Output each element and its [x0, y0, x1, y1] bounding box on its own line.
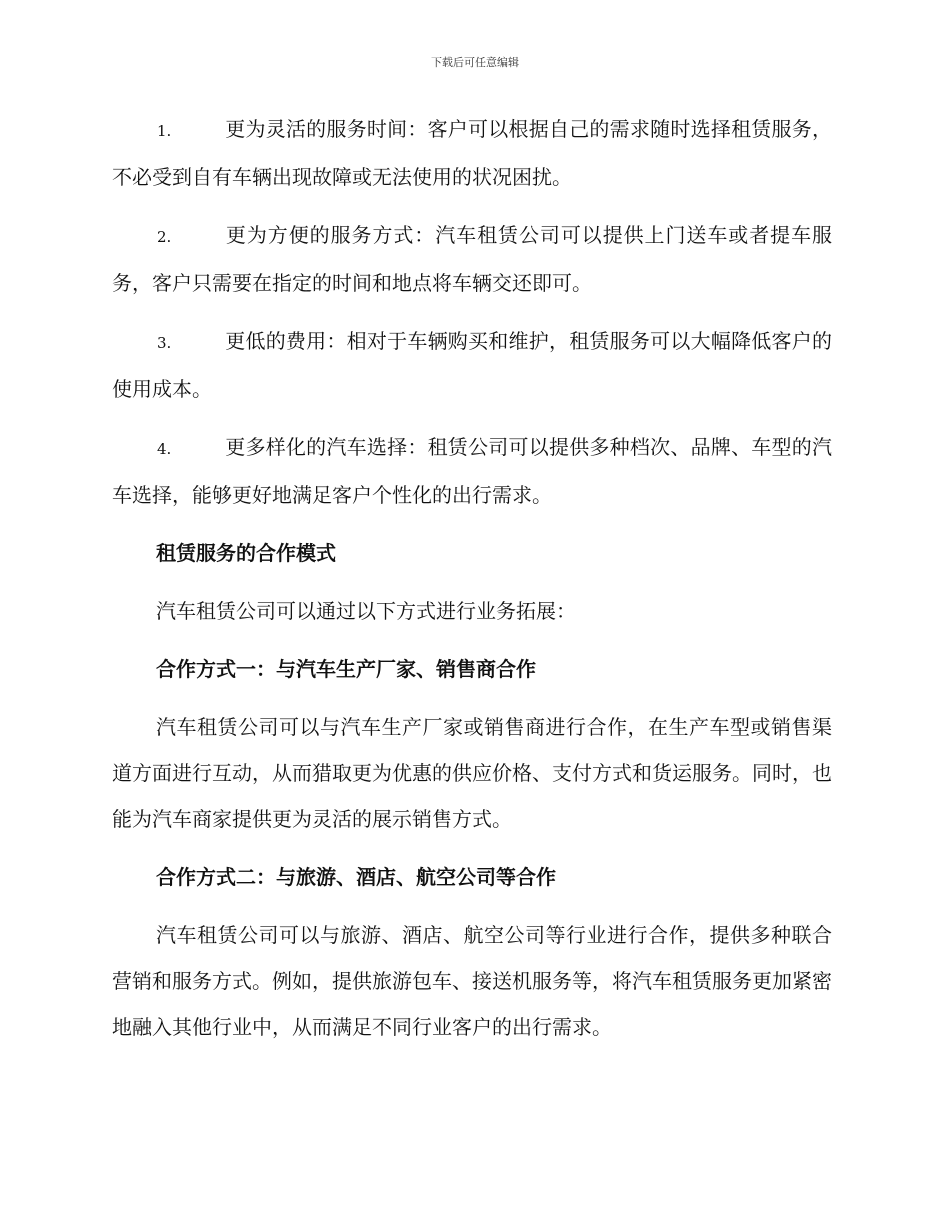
mode-body-1: 汽车租赁公司可以与汽车生产厂家或销售商进行合作，在生产车型或销售渠道方面进行互动，从而猎取更为优惠的供应价格、支付方式和货运服务。同时，也能为汽车商家提供更为灵活的展示销售方式。 [112, 715, 832, 831]
section-heading: 租赁服务的合作模式 [156, 541, 336, 565]
mode-body-2: 汽车租赁公司可以与旅游、酒店、航空公司等行业进行合作，提供多种联合营销和服务方式。例如，提供旅游包车、接送机服务等，将汽车租赁服务更加紧密地融入其他行业中，从而满足不同行业客户的出行需求。 [112, 923, 832, 1039]
list-item-number: 4. [157, 440, 172, 458]
mode-heading-2: 合作方式二：与旅游、酒店、航空公司等合作 [156, 865, 556, 889]
list-item-text: 更为灵活的服务时间：客户可以根据自己的需求随时选择租赁服务，不必受到自有车辆出现故障或无法使用的状况困扰。 [112, 117, 832, 189]
mode-heading-1: 合作方式一：与汽车生产厂家、销售商合作 [156, 657, 536, 681]
document-body [112, 106, 832, 1062]
list-item-text: 更为方便的服务方式：汽车租赁公司可以提供上门送车或者提车服务，客户只需要在指定的时间和地点将车辆交还即可。 [112, 223, 832, 295]
list-item-text: 更多样化的汽车选择：租赁公司可以提供多种档次、品牌、车型的汽车选择，能够更好地满足客户个性化的出行需求。 [112, 435, 832, 507]
list-item [112, 106, 832, 200]
section-intro: 汽车租赁公司可以通过以下方式进行业务拓展： [156, 599, 576, 623]
list-item-number: 2. [157, 228, 172, 246]
list-item [112, 318, 832, 412]
list-item-number: 3. [157, 334, 172, 352]
list-item [112, 212, 832, 306]
page-header: 下载后可任意编辑 [431, 56, 519, 69]
list-item-number: 1. [157, 122, 172, 140]
list-item [112, 424, 832, 518]
list-item-text: 更低的费用：相对于车辆购买和维护，租赁服务可以大幅降低客户的使用成本。 [112, 329, 832, 401]
